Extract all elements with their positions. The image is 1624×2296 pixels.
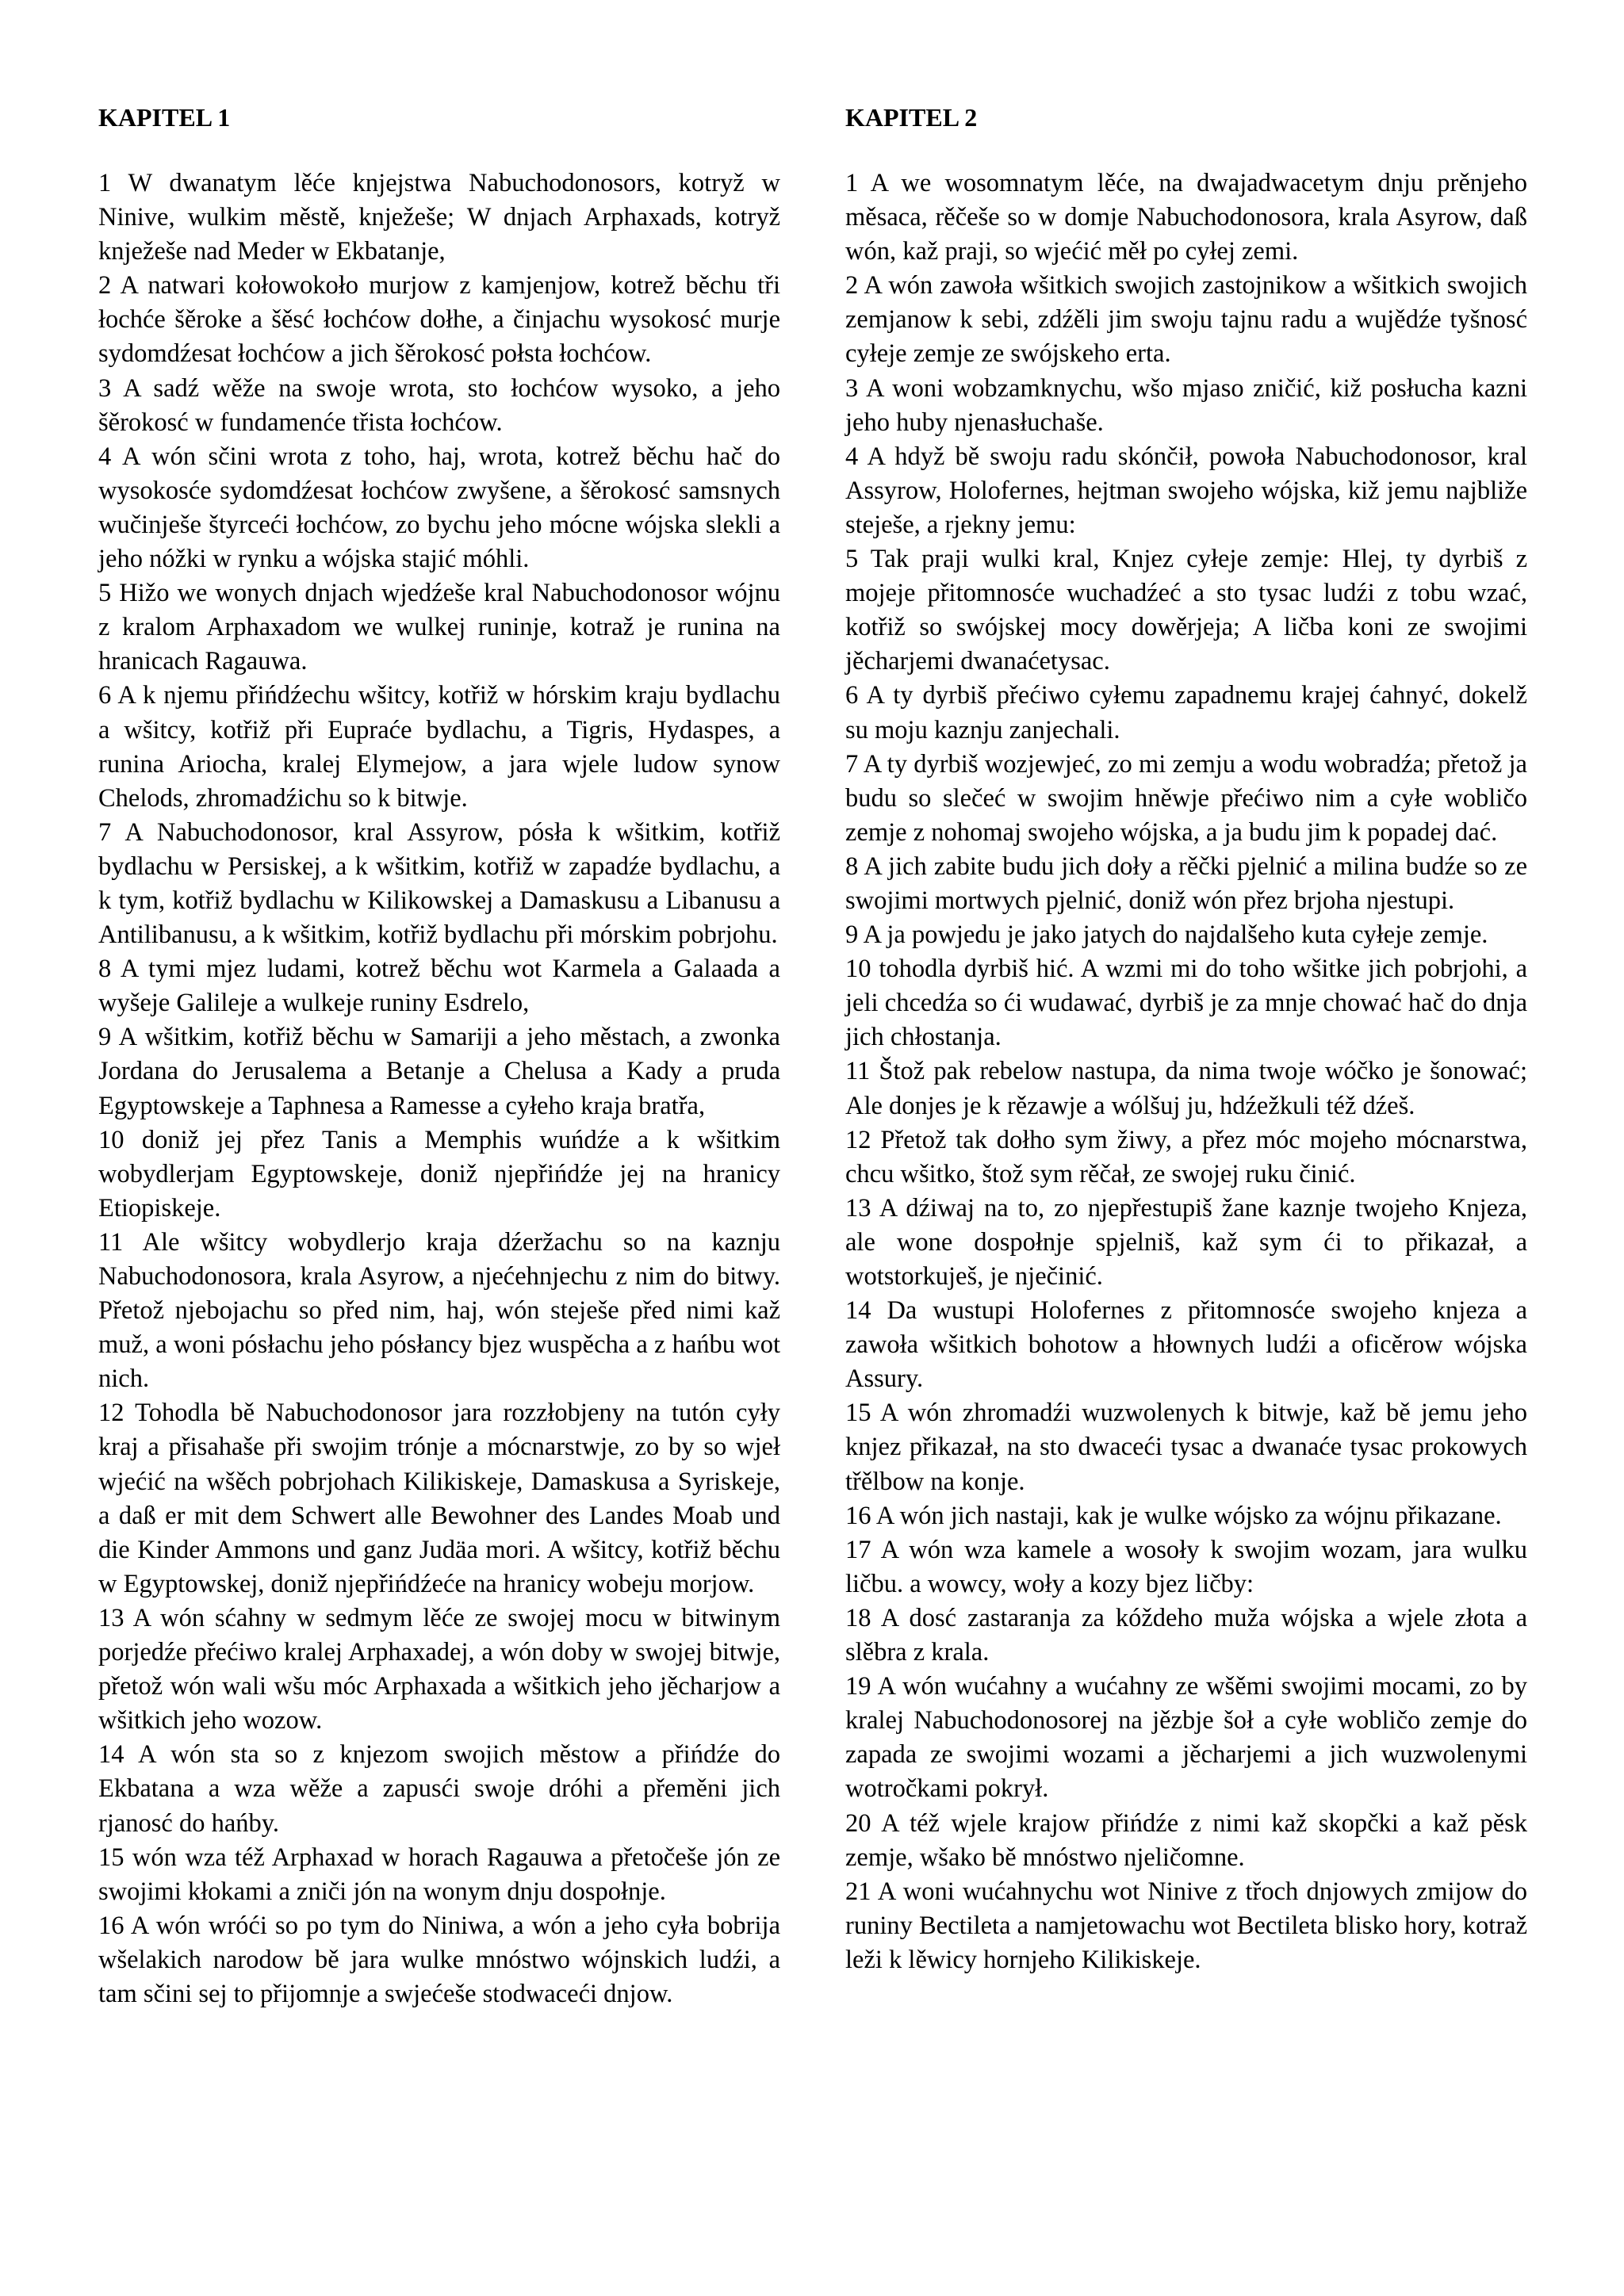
verse-2-13: 13 A dźiwaj na to, zo njepřestupiš žane kaznje twojeho Knjeza, ale wone dospołnje spjelniš, kaž sym ći to přikazał, a wotstorkuješ, je nječinić. [845,1193,1527,1291]
verse-1-6: 6 A k njemu přińdźechu wšitcy, kotřiž w hórskim kraju bydlachu a wšitcy, kotřiž při Eupraće bydlachu, a Tigris, Hydaspes, a runina Ariocha, kralej Elymejow, a jara wjele ludow synow Chelods, zhromadźichu so k bitwje. [98,681,780,813]
chapter-1-heading: KAPITEL 1 [98,103,231,132]
verse-1-1: 1 W dwanatym lěće knjejstwa Nabuchodonosors, kotryž w Ninive, wulkim městě, knježeše; W dnjach Arphaxads, kotryž knježeše nad Meder w Ekbatanje, [98,169,780,266]
chapter-2-verses [845,166,1527,1977]
chapter-1-verses [98,166,780,2011]
verse-2-7: 7 A ty dyrbiš wozjewjeć, zo mi zemju a wodu wobradźa; přetož ja budu so slečeć w swojim hněwje přećiwo nim a cyłe wobličo zemje z nohomaj swojeho wójska, a ja budu jim k popadej dać. [845,749,1527,847]
verse-1-8: 8 A tymi mjez ludami, kotrež běchu wot Karmela a Galaada a wyšeje Galileje a wulkeje runiny Esdrelo, [98,955,780,1018]
verse-2-16: 16 A wón jich nastaji, kak je wulke wójsko za wójnu přikazane. [845,1501,1502,1530]
verse-2-3: 3 A woni wobzamknychu, wšo mjaso zničić, kiž posłucha kazni jeho huby njenasłuchaše. [845,373,1527,437]
verse-2-11: 11 Štož pak rebelow nastupa, da nima twoje wóčko je šonować; Ale donjes je k rězawje a wólšuj ju, hdźežkuli též dźeš. [845,1057,1527,1120]
chapter-2-heading: KAPITEL 2 [845,103,978,132]
verse-1-10: 10 doniž jej přez Tanis a Memphis wuńdźe a k wšitkim wobydlerjam Egyptowskeje, doniž njepřińdźe jej na hranicy Etiopiskeje. [98,1125,780,1223]
verse-2-21: 21 A woni wućahnychu wot Ninive z třoch dnjowych zmijow do runiny Bectileta a namjetowachu wot Bectileta blisko hory, kotraž leži k lěwicy hornjeho Kilikiskeje. [845,1877,1527,1974]
verse-2-8: 8 A jich zabite budu jich doły a rěčki pjelnić a milina budźe so ze swojimi mortwych pjelnić, doniž wón přez brjoha njestupi. [845,851,1527,915]
verse-2-15: 15 A wón zhromadźi wuzwolenych k bitwje, kaž bě jemu jeho knjez přikazał, na sto dwaceći tysac a dwanaće tysac prokowych třělbow na konje. [845,1399,1527,1496]
verse-1-4: 4 A wón sčini wrota z toho, haj, wrota, kotrež běchu hač do wysokosće sydomdźesat łochćow zwyšene, a šěrokosć samsnych wučinješe štyrceći łochćow, zo bychu jeho mócne wójska slekli a jeho nóžki w rynku a wójska stajić móhli. [98,442,780,574]
verse-1-13: 13 A wón sćahny w sedmym lěće ze swojej mocu w bitwinym porjedźe přećiwo kralej Arphaxadej, a wón doby w swojej bitwje, přetož wón wali wšu móc Arphaxada a wšitkich jeho jěcharjow a wšitkich jeho wozow. [98,1603,780,1735]
verse-2-2: 2 A wón zawoła wšitkich swojich zastojnikow a wšitkich swojich zemjanow k sebi, zdźěli jim swoju tajnu radu a wujědźe tyšnosć cyłeje zemje ze swójskeho erta. [845,271,1527,369]
verse-1-5: 5 Hižo we wonych dnjach wjedźeše kral Nabuchodonosor wójnu z kralom Arphaxadom we wulkej runinje, kotraž je runina na hranicach Ragauwa. [98,579,780,676]
verse-1-11: 11 Ale wšitcy wobydlerjo kraja dźeržachu so na kaznju Nabuchodonosora, krala Asyrow, a njećehnjechu z nim do bitwy. Přetož njebojachu so před nim, haj, wón steješe před nimi kaž muž, a woni pósłachu jeho pósłancy bjez wuspěcha a z hańbu wot nich. [98,1227,780,1394]
verse-2-1: 1 A we wosomnatym lěće, na dwajadwacetym dnju prěnjeho měsaca, rěčeše so w domje Nabuchodonosora, krala Asyrow, daß wón, kaž praji, so wjećić měł po cyłej zemi. [845,169,1527,266]
chapter-2-column [845,94,1527,1977]
verse-2-18: 18 A dosć zastaranja za kóždeho muža wójska a wjele złota a slěbra z krala. [845,1603,1527,1667]
verse-2-9: 9 A ja powjedu je jako jatych do najdalšeho kuta cyłeje zemje. [845,920,1488,950]
verse-1-3: 3 A sadź wěže na swoje wrota, sto łochćow wysoko, a jeho šěrokosć w fundamenće třista łochćow. [98,373,780,437]
verse-2-6: 6 A ty dyrbiš přećiwo cyłemu zapadnemu krajej ćahnyć, dokelž su moju kaznju zanjechali. [845,681,1527,744]
verse-1-12: 12 Tohodla bě Nabuchodonosor jara rozzłobjeny na tutón cyły kraj a přisahaše při swojim trónje a mócnarstwje, zo by so wjeł wjećić na wšěch pobrjohach Kilikiskeje, Damaskusa a Syriskeje, a daß er mit dem Schwert alle Bewohner des Landes Moab und die Kinder Ammons und ganz Judäa mori. A wšitcy, kotřiž běchu w Egyptowskej, doniž njepřińdźeće na hranicy wobeju morjow. [98,1399,780,1598]
verse-1-15: 15 wón wza též Arphaxad w horach Ragauwa a přetočeše jón ze swojimi kłokami a zniči jón na wonym dnju dospołnje. [98,1843,780,1906]
verse-1-2: 2 A natwari kołowokoło murjow z kamjenjow, kotrež běchu tři łochće šěroke a šěsć łochćow dołhe, a činjachu wysokosć murje sydomdźesat łochćow a jich šěrokosć połsta łochćow. [98,271,780,369]
verse-2-20: 20 A též wjele krajow přińdźe z nimi kaž skopčki a kaž pěsk zemje, wšako bě mnóstwo njeličomne. [845,1808,1527,1872]
verse-1-16: 16 A wón wróći so po tym do Niniwa, a wón a jeho cyła bobrija wšelakich narodow bě jara wulke mnóstwo wójnskich ludźi, a tam sčini sej to přijomnje a swjećeše stodwaceći dnjow. [98,1911,780,2008]
verse-2-17: 17 A wón wza kamele a wosoły k swojim wozam, jara wulku ličbu. a wowcy, woły a kozy bjez ličby: [845,1535,1527,1598]
verse-1-9: 9 A wšitkim, kotřiž běchu w Samariji a jeho městach, a zwonka Jordana do Jerusalema a Betanje a Chelusa a Kady a pruda Egyptowskeje a Taphnesa a Ramesse a cyłeho kraja bratřa, [98,1023,780,1120]
verse-2-4: 4 A hdyž bě swoju radu skónčił, powoła Nabuchodonosor, kral Assyrow, Holofernes, hejtman swojeho wójska, kiž jemu najbliže steješe, a rjekny jemu: [845,442,1527,539]
verse-1-14: 14 A wón sta so z knjezom swojich městow a přińdźe do Ekbatana a wza wěže a zapusći swoje dróhi a přeměni jich rjanosć do hańby. [98,1740,780,1838]
verse-2-10: 10 tohodla dyrbiš hić. A wzmi mi do toho wšitke jich pobrjohi, a jeli chcedźa so ći wudawać, dyrbiš je za mnje chować hač do dnja jich chłostanja. [845,955,1527,1052]
verse-2-14: 14 Da wustupi Holofernes z přitomnosće swojeho knjeza a zawoła wšitkich bohotow a hłownych ludźi a oficěrow wójska Assury. [845,1296,1527,1394]
verse-2-5: 5 Tak praji wulki kral, Knjez cyłeje zemje: Hlej, ty dyrbiš z mojeje přitomnosće wuchadźeć a sto tysac ludźi z tobu wzać, kotřiž so swójskej mocy dowěrjeja; A ličba koni ze swojimi jěcharjemi dwanaćetysac. [845,545,1527,676]
verse-1-7: 7 A Nabuchodonosor, kral Assyrow, pósła k wšitkim, kotřiž bydlachu w Persiskej, a k wšitkim, kotřiž w zapadźe bydlachu, a k tym, kotřiž bydlachu w Kilikowskej a Damaskusu a Libanusu a Antilibanusu, a k wšitkim, kotřiž bydlachu při mórskim pobrjohu. [98,817,780,950]
chapter-1-column [98,94,780,2011]
verse-2-12: 12 Přetož tak dołho sym žiwy, a přez móc mojeho mócnarstwa, chcu wšitko, štož sym rěčał, ze swojej ruku činić. [845,1125,1527,1188]
verse-2-19: 19 A wón wućahny a wućahny ze wšěmi swojimi mocami, zo by kralej Nabuchodonosorej na jězbje šoł a cyłe wobličo zemje do zapada ze swojimi wozami a jěcharjemi a jich wuzwolenymi wotročkami pokrył. [845,1672,1527,1804]
